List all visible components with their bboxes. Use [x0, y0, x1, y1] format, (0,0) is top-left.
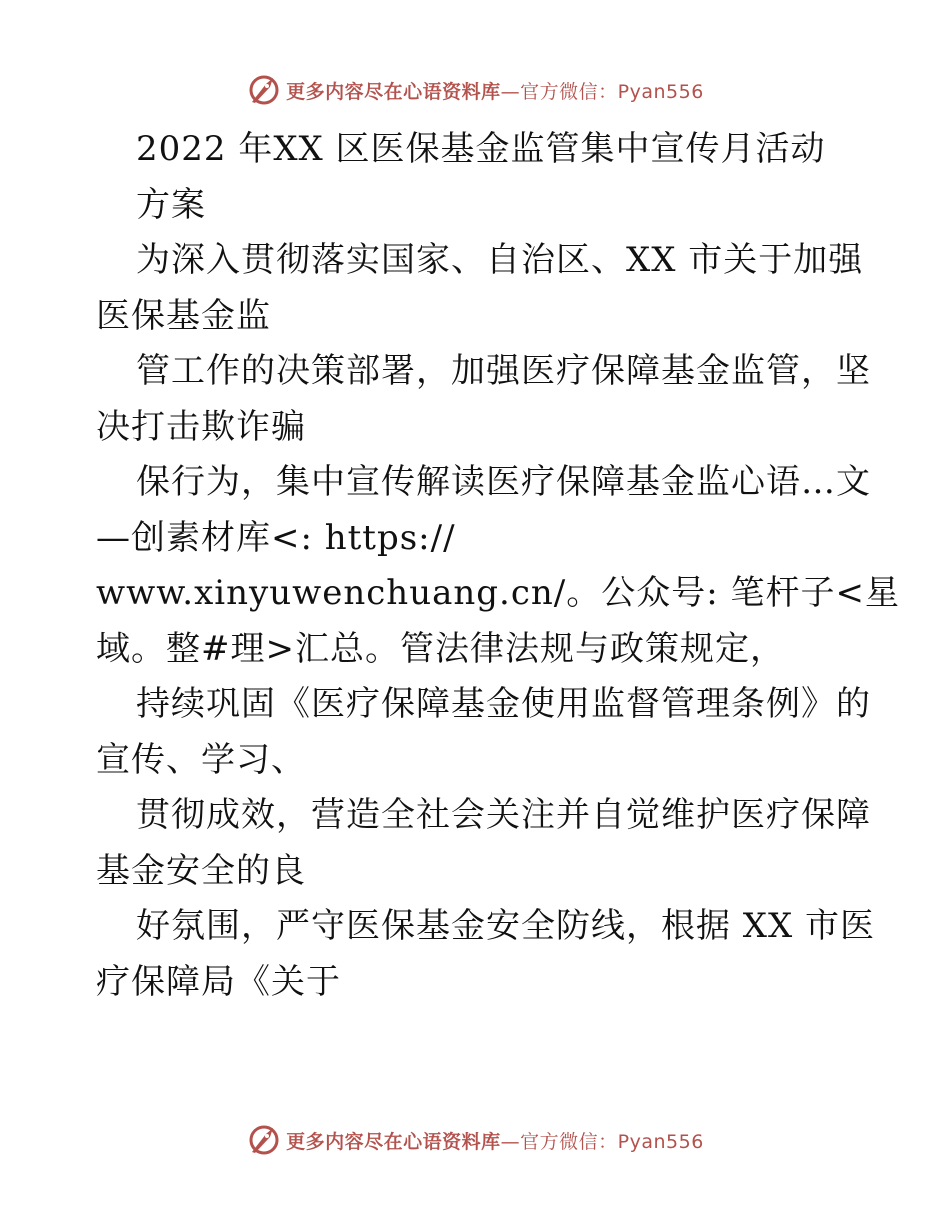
- doc-line: 保行为，集中宣传解读医疗保障基金监心语…文: [136, 462, 871, 502]
- doc-title-line-1: 2022 年XX 区医保基金监管集中宣传月活动: [136, 129, 826, 169]
- doc-line: 持续巩固《医疗保障基金使用监督管理条例》的: [136, 684, 871, 724]
- doc-line: —创素材库<: https://: [96, 517, 456, 558]
- pen-nib-logo-icon: [246, 72, 282, 108]
- document-body: [96, 122, 900, 1010]
- footer-banner: [0, 1120, 950, 1160]
- banner-main-text: 更多内容尽在心语资料库: [286, 80, 501, 103]
- banner-contact-text: —官方微信：Pyan556: [500, 80, 704, 103]
- banner-contact-text: —官方微信：Pyan556: [500, 1130, 704, 1153]
- doc-line: 管工作的决策部署，加强医疗保障基金监管，坚: [136, 351, 871, 391]
- doc-line: 基金安全的良: [96, 850, 306, 891]
- pen-nib-logo-icon: [246, 1122, 282, 1158]
- doc-line: 宣传、学习、: [96, 739, 306, 780]
- doc-line: 医保基金监: [96, 295, 271, 336]
- doc-line: 疗保障局《关于: [96, 961, 341, 1002]
- doc-line: 好氛围，严守医保基金安全防线，根据 XX 市医: [136, 906, 876, 946]
- doc-line: 贯彻成效，营造全社会关注并自觉维护医疗保障: [136, 795, 871, 835]
- header-banner: [0, 70, 950, 110]
- doc-line: 域。整#理>汇总。管法律法规与政策规定，: [96, 628, 785, 669]
- doc-line: 决打击欺诈骗: [96, 406, 306, 447]
- banner-main-text: 更多内容尽在心语资料库: [286, 1130, 501, 1153]
- doc-title-line-2: 方案: [136, 184, 206, 225]
- doc-line: 为深入贯彻落实国家、自治区、XX 市关于加强: [136, 240, 864, 280]
- doc-line: www.xinyuwenchuang.cn/。公众号: 笔杆子<星: [96, 573, 900, 613]
